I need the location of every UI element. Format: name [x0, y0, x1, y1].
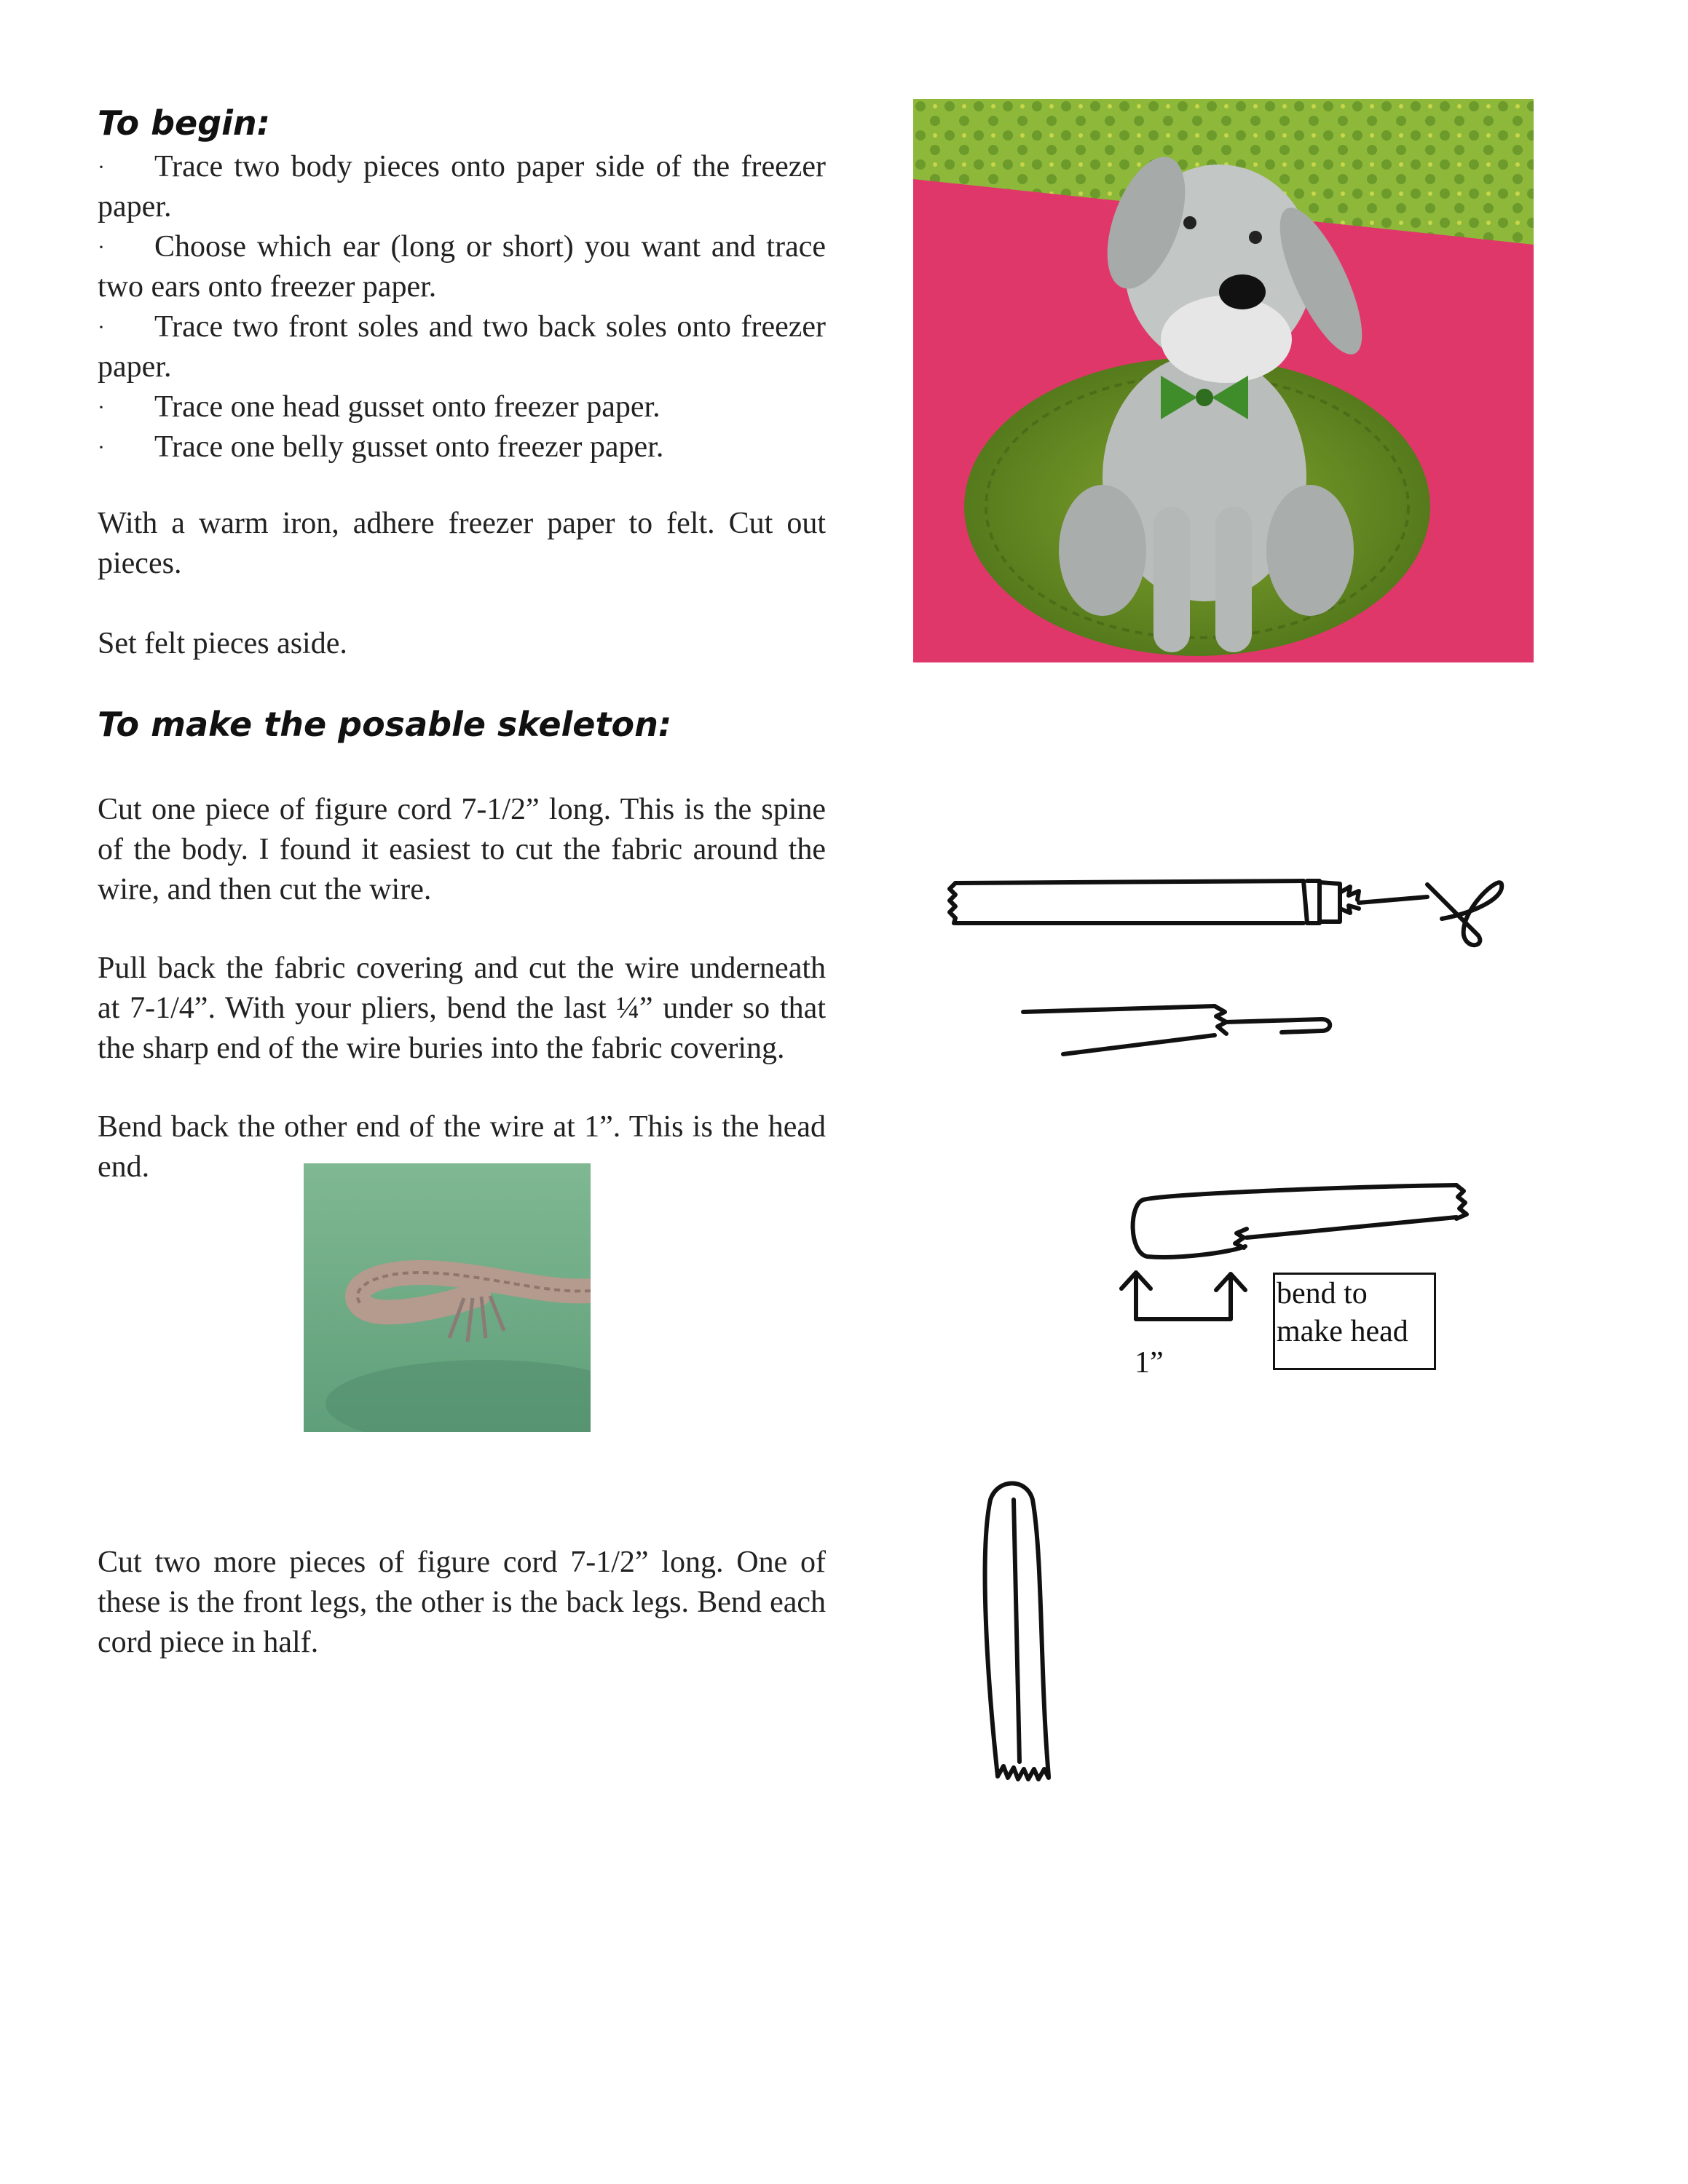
paragraph-aside: Set felt pieces aside.: [98, 627, 347, 660]
heading-to-begin: To begin:: [98, 103, 271, 143]
paragraph-spine: Cut one piece of figure cord 7-1/2” long. This is the spine of the body. I found it easiest to cut the fabric around the wire, and then cut the wire.: [98, 793, 826, 906]
bullet-item: · Trace two front soles and two back soles onto freezer paper.: [98, 310, 826, 384]
bend-label-box: bend to make head: [1273, 1273, 1436, 1370]
paragraph-bend-head: Bend back the other end of the wire at 1”. This is the head end.: [98, 1110, 826, 1184]
paragraph-pull-back: Pull back the fabric covering and cut the wire underneath at 7-1/4”. With your pliers, bend the last ¼” under so that the sharp end of the wire buries into the fabric covering.: [98, 951, 826, 1065]
bullet-item: · Trace one head gusset onto freezer paper.: [98, 390, 660, 424]
paragraph-legs: Cut two more pieces of figure cord 7-1/2” long. One of these is the front legs, the other is the back legs. Bend each cord piece in half.: [98, 1546, 826, 1659]
bullet-item: · Choose which ear (long or short) you want and trace two ears onto freezer paper.: [98, 230, 826, 304]
paragraph-iron: With a warm iron, adhere freezer paper to felt. Cut out pieces.: [98, 507, 826, 580]
heading-posable-skeleton: To make the posable skeleton:: [98, 705, 672, 744]
cord-cut-diagram: [950, 881, 1502, 945]
bullet-item: · Trace one belly gusset onto freezer paper.: [98, 430, 664, 464]
bullet-item: · Trace two body pieces onto paper side of the freezer paper.: [98, 150, 826, 223]
one-inch-measure-label: 1”: [1135, 1346, 1164, 1380]
folded-leg-diagram: [985, 1484, 1049, 1780]
bent-wire-diagram: [1023, 1006, 1330, 1054]
